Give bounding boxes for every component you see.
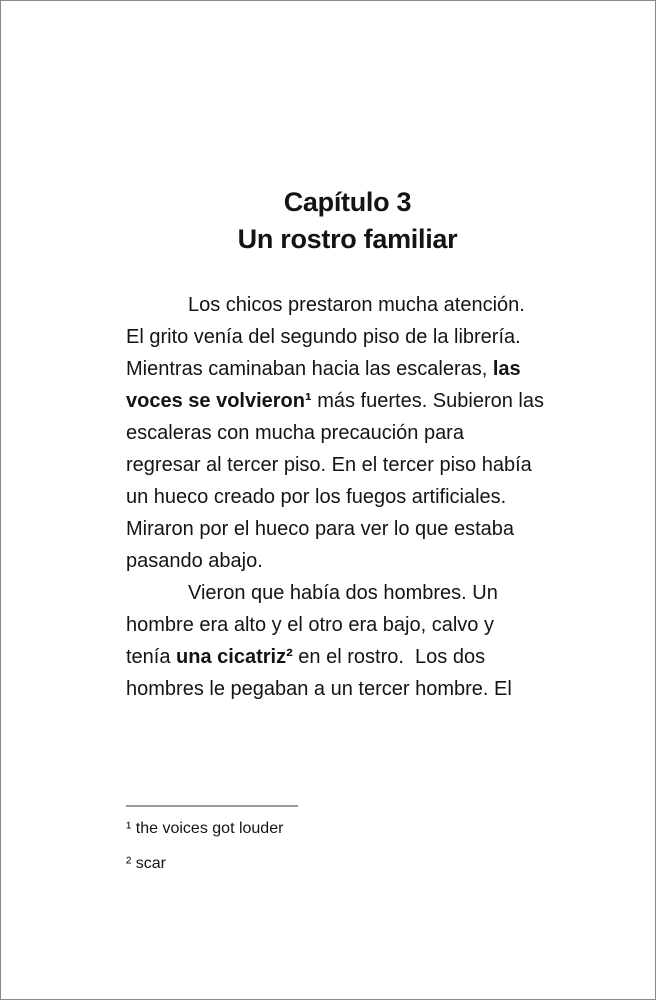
body-line [126,545,586,577]
body-line [126,513,586,545]
body-line [126,577,586,609]
body-text-segment: hombre era alto y el otro era bajo, calvo y [126,614,494,636]
chapter-title: Un rostro familiar [237,224,458,254]
body-text-segment: más fuertes. Subieron las [311,390,544,412]
footnote [126,854,283,874]
body-line [126,385,586,417]
paragraph [126,577,586,705]
body-text-segment: un hueco creado por los fuegos artificiales. [126,486,507,508]
body-text-segment: escaleras con mucha precaución para [126,422,464,444]
glossed-term: voces se volvieron¹ [126,390,312,412]
body-line [126,481,586,513]
body-text-segment: Miraron por el hueco para ver lo que estaba [126,518,515,540]
footnotes [126,819,283,889]
body-text-segment: regresar al tercer piso. En el tercer piso había [126,454,532,476]
body-line [126,673,586,705]
chapter-heading [126,184,569,258]
body-text-segment: Vieron que había dos hombres. Un [188,582,498,604]
body-line [126,321,586,353]
body-line [126,641,586,673]
body-text-segment: hombres le pegaban a un tercer hombre. El [126,678,512,700]
body-line [126,289,586,321]
body-text-segment: El grito venía del segundo piso de la librería. [126,326,521,348]
glossed-term: una cicatriz² [176,646,293,668]
body-line [126,449,586,481]
body-line [126,417,586,449]
paragraph [126,289,586,577]
glossed-term: las [492,358,521,380]
body-line [126,609,586,641]
body-text [126,289,586,705]
footnote [126,819,283,839]
chapter-number: Capítulo 3 [283,187,412,217]
footnote-text: the voices got louder [135,820,284,837]
footnote-marker: ¹ [126,820,136,837]
body-text-segment: tenía [126,646,177,668]
body-line [126,353,586,385]
body-text-segment: Los chicos prestaron mucha atención. [188,294,525,316]
footnote-marker: ² [126,855,136,872]
body-text-segment: Mientras caminaban hacia las escaleras, [126,358,493,380]
footnote-separator [126,805,298,807]
body-text-segment: pasando abajo. [126,550,263,572]
footnote-text: scar [135,855,167,872]
body-text-segment: en el rostro. Los dos [292,646,486,668]
